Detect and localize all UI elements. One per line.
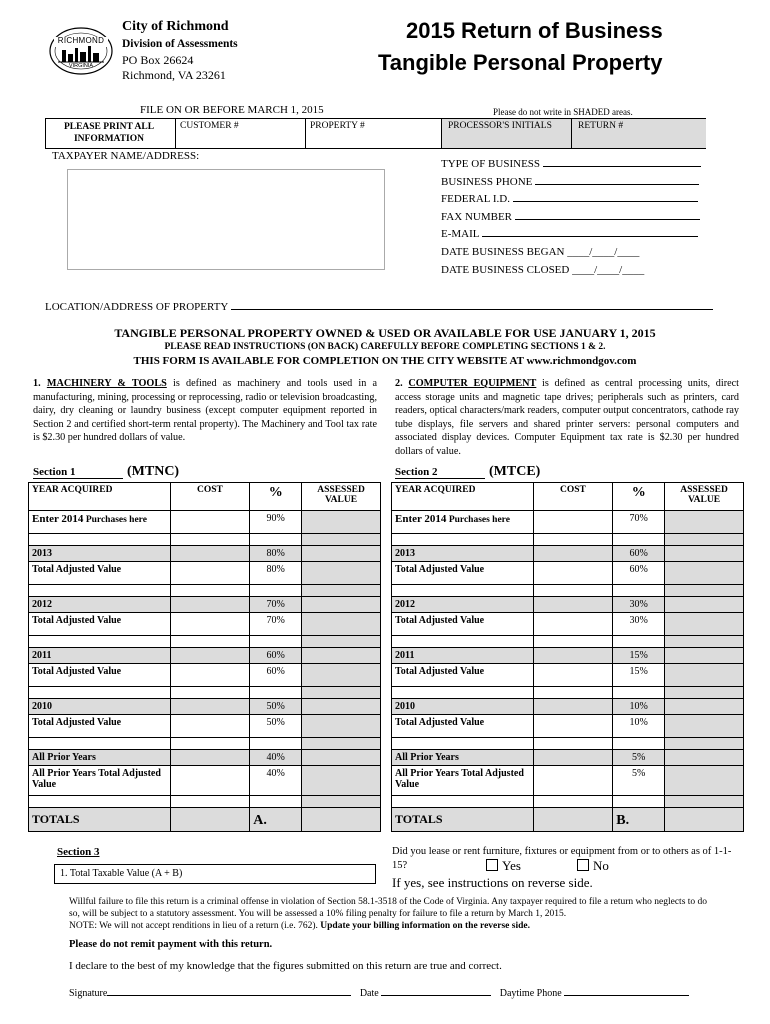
- assessed-value-cell: [302, 766, 381, 796]
- row-label: 2011: [29, 648, 171, 664]
- federal-id-label: FEDERAL I.D.: [441, 193, 510, 206]
- percent-value: 50%: [250, 715, 302, 738]
- assessed-value-cell: [665, 699, 744, 715]
- date-closed-label: DATE BUSINESS CLOSED: [441, 263, 570, 276]
- percent-value: 90%: [250, 511, 302, 534]
- row-label: 2013: [392, 546, 534, 562]
- table-row: [392, 699, 744, 715]
- cost-cell: [170, 648, 250, 664]
- fax-number-field[interactable]: [441, 209, 711, 227]
- customer-number-field[interactable]: [175, 119, 306, 148]
- fax-number-label: FAX NUMBER: [441, 210, 513, 223]
- table-row: [29, 715, 381, 738]
- form-title-line2: Tangible Personal Property: [378, 50, 663, 75]
- cost-input[interactable]: [170, 664, 250, 687]
- row-label: Total Adjusted Value: [29, 664, 171, 687]
- table-row: [29, 597, 381, 613]
- percent-value: 80%: [250, 546, 302, 562]
- processor-initials-label: PROCESSOR'S INITIALS: [448, 121, 552, 131]
- table-row: [29, 766, 381, 796]
- row-label: Total Adjusted Value: [29, 562, 171, 585]
- if-yes-note: If yes, see instructions on reverse side.: [392, 875, 593, 890]
- no-label: No: [593, 858, 609, 873]
- no-payment-notice: Please do not remit payment with this return.: [69, 939, 273, 950]
- table-row: [392, 511, 744, 534]
- assessed-value-cell: [665, 546, 744, 562]
- percent-value: 30%: [613, 613, 665, 636]
- lease-yes-option[interactable]: [486, 858, 521, 874]
- daytime-phone-label: Daytime Phone: [499, 988, 562, 999]
- assessed-total: [665, 808, 744, 832]
- cost-header: COST: [170, 483, 250, 511]
- assessed-value-cell: [302, 613, 381, 636]
- business-phone-label: BUSINESS PHONE: [441, 175, 533, 188]
- date-field[interactable]: [360, 988, 491, 999]
- cost-cell: [533, 750, 613, 766]
- po-box: PO Box 26624: [122, 53, 194, 67]
- assessed-total: [302, 808, 381, 832]
- assessed-value-cell: [665, 750, 744, 766]
- property-number-field[interactable]: [305, 119, 442, 148]
- table-row: [29, 648, 381, 664]
- row-label: Total Adjusted Value: [392, 613, 534, 636]
- print-all-info: PLEASE PRINT ALL INFORMATION: [63, 122, 155, 144]
- table-row: [29, 750, 381, 766]
- assessed-value-cell: [302, 597, 381, 613]
- percent-value: 40%: [250, 766, 302, 796]
- legal-note: NOTE: We will not accept renditions in lieu of a return (i.e. 762).: [69, 921, 321, 931]
- type-of-business-field[interactable]: [441, 156, 711, 174]
- location-address-label: LOCATION/ADDRESS OF PROPERTY: [45, 301, 228, 313]
- desc2-number: 2.: [395, 378, 403, 389]
- signature-line: [69, 988, 689, 999]
- total-letter-a: A.: [250, 808, 302, 832]
- seal-text-bottom: VIRGINIA: [68, 63, 94, 69]
- cost-input[interactable]: [170, 613, 250, 636]
- total-taxable-value-label: 1. Total Taxable Value (A + B): [60, 868, 183, 879]
- date-closed-field[interactable]: [441, 262, 711, 280]
- percent-value: 70%: [613, 511, 665, 534]
- daytime-phone-field[interactable]: [500, 988, 689, 999]
- shaded-notice: Please do not write in SHADED areas.: [493, 107, 633, 117]
- cost-input[interactable]: [170, 562, 250, 585]
- assessed-value-cell: [665, 648, 744, 664]
- city-name: City of Richmond: [122, 19, 229, 34]
- percent-value: 10%: [613, 699, 665, 715]
- table-row: [29, 511, 381, 534]
- row-label: All Prior Years: [392, 750, 534, 766]
- legal-note-bold: Update your billing information on the reverse side.: [320, 921, 530, 931]
- business-info-fields: [441, 156, 711, 279]
- row-label: 2010: [392, 699, 534, 715]
- table-row: [29, 699, 381, 715]
- assessed-value-cell: [665, 562, 744, 585]
- table-row: [29, 613, 381, 636]
- row-label: Total Adjusted Value: [392, 562, 534, 585]
- row-label: Enter 2014 Purchases here: [392, 511, 534, 534]
- form-title-line1: 2015 Return of Business: [406, 18, 663, 43]
- cost-total: [533, 808, 613, 832]
- cost-cell: [533, 546, 613, 562]
- percent-value: 15%: [613, 664, 665, 687]
- row-label: Total Adjusted Value: [392, 715, 534, 738]
- assessed-value-cell: [665, 715, 744, 738]
- totals-row: [29, 808, 381, 832]
- row-label: 2010: [29, 699, 171, 715]
- assessed-value-cell: [302, 648, 381, 664]
- year-acquired-header: YEAR ACQUIRED: [392, 483, 534, 511]
- email-label: E-MAIL: [441, 228, 480, 241]
- no-checkbox[interactable]: [577, 859, 589, 871]
- website-heading: THIS FORM IS AVAILABLE FOR COMPLETION ON THE CITY WEBSITE AT www.richmondgov.com: [133, 355, 637, 367]
- table-row: [392, 562, 744, 585]
- cost-input[interactable]: [533, 664, 613, 687]
- assessed-value-header: ASSESSED VALUE: [665, 483, 744, 511]
- yes-label: Yes: [502, 858, 521, 873]
- totals-label: TOTALS: [392, 808, 534, 832]
- signature-field[interactable]: [69, 988, 351, 999]
- row-label: 2013: [29, 546, 171, 562]
- assessed-value-cell: [665, 766, 744, 796]
- percent-value: 40%: [250, 750, 302, 766]
- lease-question: [392, 845, 732, 873]
- percent-value: 70%: [250, 613, 302, 636]
- percent-value: 30%: [613, 597, 665, 613]
- cost-cell: [533, 597, 613, 613]
- division-name: Division of Assessments: [122, 38, 238, 50]
- section1-label: [33, 462, 179, 480]
- property-number-label: PROPERTY #: [310, 121, 365, 131]
- percent-value: 60%: [250, 664, 302, 687]
- section2-label: [395, 462, 540, 480]
- assessed-value-cell: [302, 715, 381, 738]
- section3-label: Section 3: [57, 846, 100, 858]
- seal-text-top: RICHMOND: [57, 36, 105, 45]
- return-number-field: [571, 119, 706, 148]
- email-field[interactable]: [441, 226, 711, 244]
- desc2-text: is defined as central processing units, direct access storage units and magnetic tape drives; peripherals such as printers, card readers, optical characters/mark readers, computer output concentrators, cathode ray tube displays, file servers and shared printer servers: personal computers and associated display devices. Computer Equipment tax rate is $2.30 per hundred dollars of value.: [395, 378, 739, 457]
- percent-value: 60%: [613, 562, 665, 585]
- computer-description: [395, 377, 739, 458]
- row-label: All Prior Years Total Adjusted Value: [29, 766, 171, 796]
- totals-row: [392, 808, 744, 832]
- percent-value: 5%: [613, 766, 665, 796]
- business-phone-field[interactable]: [441, 174, 711, 192]
- percent-value: 60%: [613, 546, 665, 562]
- row-label: All Prior Years Total Adjusted Value: [392, 766, 534, 796]
- machinery-description: [33, 377, 377, 445]
- legal-notice: [69, 896, 715, 932]
- cost-input[interactable]: [170, 511, 250, 534]
- assessed-value-cell: [302, 546, 381, 562]
- assessed-value-cell: [665, 597, 744, 613]
- percent-header: %: [250, 483, 302, 511]
- row-label: 2011: [392, 648, 534, 664]
- date-began-field[interactable]: [441, 244, 711, 262]
- file-deadline: FILE ON OR BEFORE MARCH 1, 2015: [140, 104, 324, 116]
- declaration: I declare to the best of my knowledge that the figures submitted on this return are true and correct.: [69, 960, 502, 972]
- type-of-business-label: TYPE OF BUSINESS: [441, 158, 541, 170]
- table-row: [392, 715, 744, 738]
- table-row: [392, 613, 744, 636]
- cost-input[interactable]: [533, 715, 613, 738]
- processor-initials-field: [441, 119, 572, 148]
- assessed-value-cell: [665, 664, 744, 687]
- assessed-value-cell: [665, 511, 744, 534]
- id-row: [45, 118, 706, 149]
- percent-header: %: [613, 483, 665, 511]
- legal-text: Willful failure to file this return is a criminal offense in violation of Section 58.1-3518 of the Code of Virginia. Any taxpayer required to file a return who neglects to do so, will be subject to a statutory assessment. You will be assessed a 10% filing penalty for failure to file a return by March 1, 2015.: [69, 897, 708, 919]
- desc1-text: is defined as machinery and tools used in a manufacturing, mining, processing or reprocessing, radio or television broadcasting, dairy, dry cleaning or laundry business (except computer equipment reported in Section 2 and certified short-term rental property). The Machinery and Tool tax rate is $2.30 per hundred dollars of value.: [33, 378, 378, 443]
- cost-cell: [533, 648, 613, 664]
- cost-input[interactable]: [533, 511, 613, 534]
- cost-input[interactable]: [170, 766, 250, 796]
- assessed-value-cell: [302, 562, 381, 585]
- cost-header: COST: [533, 483, 613, 511]
- row-label: Total Adjusted Value: [29, 613, 171, 636]
- row-label: Total Adjusted Value: [29, 715, 171, 738]
- return-number-label: RETURN #: [578, 121, 624, 131]
- lease-no-option[interactable]: [577, 858, 609, 874]
- cost-cell: [170, 750, 250, 766]
- row-label: Enter 2014 Purchases here: [29, 511, 171, 534]
- desc1-term: MACHINERY & TOOLS: [46, 378, 167, 389]
- location-address-field[interactable]: [45, 301, 713, 313]
- cost-cell: [170, 597, 250, 613]
- cost-cell: [170, 546, 250, 562]
- city-seal: [48, 26, 114, 76]
- percent-value: 50%: [250, 699, 302, 715]
- table-row: [392, 597, 744, 613]
- table-row: [29, 562, 381, 585]
- taxpayer-label: TAXPAYER NAME/ADDRESS:: [52, 150, 200, 162]
- row-label: Total Adjusted Value: [392, 664, 534, 687]
- city-state: Richmond, VA 23261: [122, 68, 226, 82]
- section1-title: Section 1: [33, 466, 123, 479]
- cost-input[interactable]: [533, 766, 613, 796]
- date-began-blank: ____/____/____: [567, 245, 640, 258]
- percent-value: 15%: [613, 648, 665, 664]
- assessed-value-header: ASSESSED VALUE: [302, 483, 381, 511]
- section1-code: (MTNC): [127, 464, 180, 479]
- assessed-value-cell: [302, 664, 381, 687]
- section-heading: TANGIBLE PERSONAL PROPERTY OWNED & USED OR AVAILABLE FOR USE JANUARY 1, 2015: [114, 326, 656, 340]
- row-label: 2012: [29, 597, 171, 613]
- cost-cell: [170, 699, 250, 715]
- assessed-value-cell: [302, 699, 381, 715]
- taxpayer-address-box[interactable]: [67, 169, 385, 270]
- desc1-number: 1.: [33, 378, 41, 389]
- row-label: All Prior Years: [29, 750, 171, 766]
- table-row: [392, 648, 744, 664]
- instructions-heading: PLEASE READ INSTRUCTIONS (ON BACK) CAREFULLY BEFORE COMPLETING SECTIONS 1 & 2.: [164, 342, 606, 352]
- percent-value: 10%: [613, 715, 665, 738]
- section2-table: [391, 482, 744, 832]
- yes-checkbox[interactable]: [486, 859, 498, 871]
- date-began-label: DATE BUSINESS BEGAN: [441, 245, 565, 258]
- table-row: [29, 664, 381, 687]
- cost-total: [170, 808, 250, 832]
- cost-cell: [533, 699, 613, 715]
- desc2-term: COMPUTER EQUIPMENT: [408, 378, 537, 389]
- cost-input[interactable]: [533, 562, 613, 585]
- assessed-value-cell: [302, 511, 381, 534]
- totals-label: TOTALS: [29, 808, 171, 832]
- section1-table: [28, 482, 381, 832]
- total-letter-b: B.: [613, 808, 665, 832]
- customer-number-label: CUSTOMER #: [180, 121, 239, 131]
- percent-value: 70%: [250, 597, 302, 613]
- percent-value: 5%: [613, 750, 665, 766]
- table-row: [392, 750, 744, 766]
- percent-value: 60%: [250, 648, 302, 664]
- total-taxable-value-field[interactable]: [54, 864, 376, 884]
- federal-id-field[interactable]: [441, 191, 711, 209]
- date-closed-blank: ____/____/____: [572, 263, 645, 276]
- lease-question-text: Did you lease or rent furniture, fixtures or equipment from or to others as of 1-1-15?: [392, 846, 732, 871]
- table-row: [29, 546, 381, 562]
- cost-input[interactable]: [533, 613, 613, 636]
- table-row: [392, 766, 744, 796]
- signature-label: Signature: [69, 988, 108, 999]
- table-row: [392, 664, 744, 687]
- date-label: Date: [359, 988, 379, 999]
- section2-title: Section 2: [395, 466, 485, 479]
- cost-input[interactable]: [170, 715, 250, 738]
- year-acquired-header: YEAR ACQUIRED: [29, 483, 171, 511]
- table-row: [392, 546, 744, 562]
- assessed-value-cell: [302, 750, 381, 766]
- section2-code: (MTCE): [489, 464, 541, 479]
- assessed-value-cell: [665, 613, 744, 636]
- row-label: 2012: [392, 597, 534, 613]
- percent-value: 80%: [250, 562, 302, 585]
